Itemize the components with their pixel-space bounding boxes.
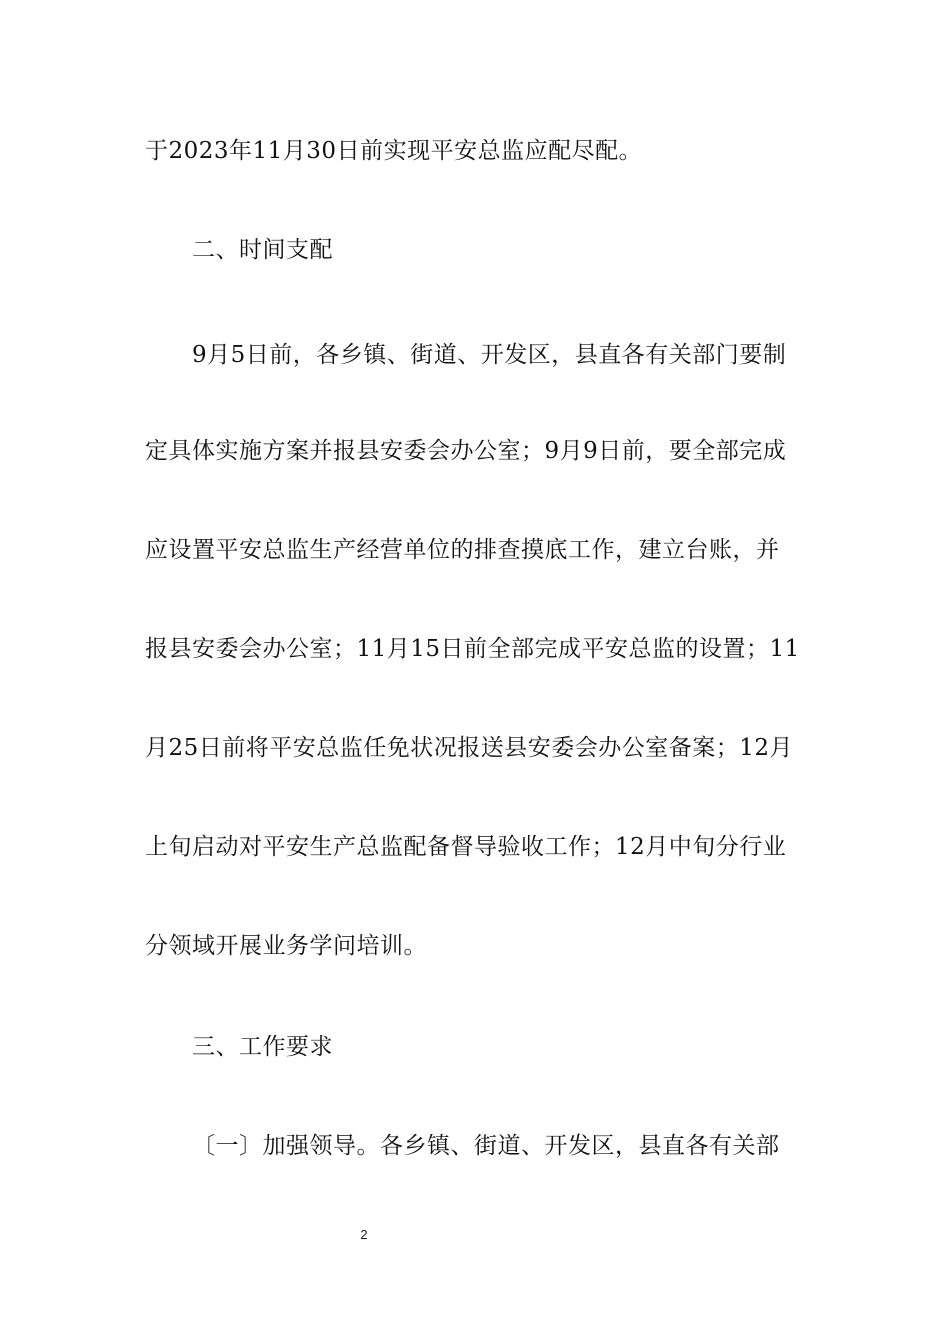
- text-line-3: 9月5日前，各乡镇、街道、开发区，县直各有关部门要制: [192, 342, 787, 368]
- text-line-5: 应设置平安总监生产经营单位的排查摸底工作，建立台账，并: [145, 537, 780, 563]
- text-line-9: 分领域开展业务学问培训。: [145, 933, 427, 959]
- text-line-11: 〔一〕加强领导。各乡镇、街道、开发区，县直各有关部: [192, 1133, 780, 1159]
- text-line-1: 于2023年11月30日前实现平安总监应配尽配。: [145, 138, 643, 164]
- section-heading-work-requirements: 三、工作要求: [192, 1034, 333, 1060]
- text-line-8: 上旬启动对平安生产总监配备督导验收工作；12月中旬分行业: [145, 834, 787, 860]
- text-line-4: 定具体实施方案并报县安委会办公室；9月9日前，要全部完成: [145, 438, 787, 464]
- text-line-6: 报县安委会办公室；11月15日前全部完成平安总监的设置；11: [145, 636, 800, 662]
- section-heading-time-schedule: 二、时间支配: [192, 237, 333, 263]
- page-number: 2: [360, 1227, 368, 1242]
- text-line-7: 月25日前将平安总监任免状况报送县安委会办公室备案；12月: [145, 735, 794, 761]
